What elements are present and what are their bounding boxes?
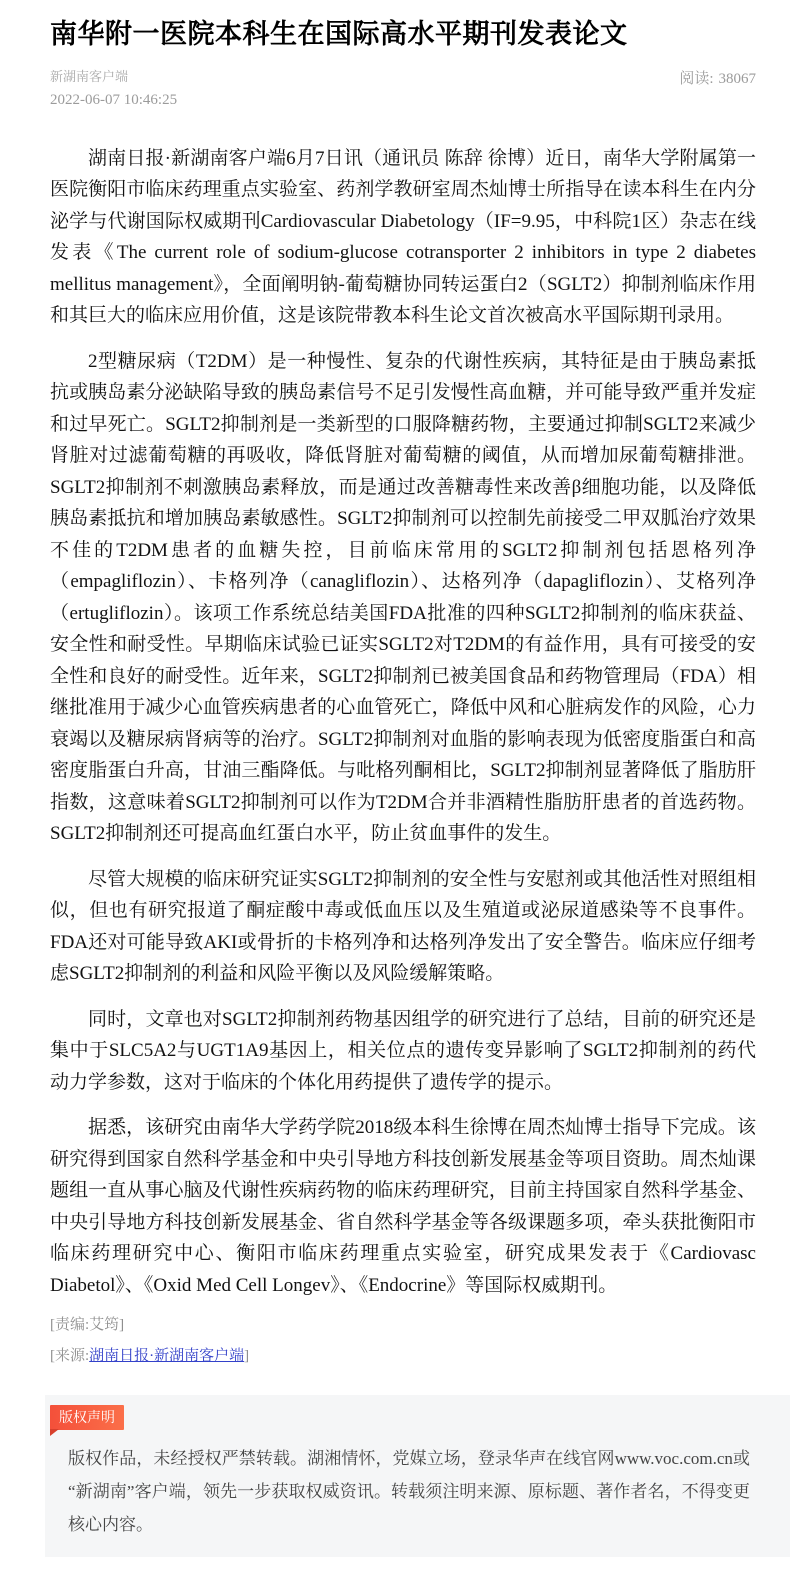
article-title: 南华附一医院本科生在国际高水平期刊发表论文 [50,19,628,49]
article-paragraph: 2型糖尿病（T2DM）是一种慢性、复杂的代谢性疾病，其特征是由于胰岛素抵抗或胰岛素分泌缺陷导致的胰岛素信号不足引发慢性高血糖，并可能导致严重并发症和过早死亡。SGLT2抑制剂是一类新型的口服降糖药物，主要通过抑制SGLT2来减少肾脏对过滤葡萄糖的再吸收，降低肾脏对葡萄糖的阈值，从而增加尿葡萄糖排泄。SGLT2抑制剂不刺激胰岛素释放，而是通过改善糖毒性来改善β细胞功能，以及降低胰岛素抵抗和增加胰岛素敏感性。SGLT2抑制剂可以控制先前接受二甲双胍治疗效果不佳的T2DM患者的血糖失控，目前临床常用的SGLT2抑制剂包括恩格列净（empagliflozin）、卡格列净（canagliflozin）、达格列净（dapagliflozin）、艾格列净（ertugliflozin）。该项工作系统总结美国FDA批准的四种SGLT2抑制剂的临床获益、安全性和耐受性。早期临床试验已证实SGLT2对T2DM的有益作用，具有可接受的安全性和良好的耐受性。近年来，SGLT2抑制剂已被美国食品和药物管理局（FDA）相继批准用于减少心血管疾病患者的心血管死亡，降低中风和心脏病发作的风险，心力衰竭以及糖尿病肾病等的治疗。SGLT2抑制剂对血脂的影响表现为低密度脂蛋白和高密度脂蛋白升高，甘油三酯降低。与吡格列酮相比，SGLT2抑制剂显著降低了脂肪肝指数，这意味着SGLT2抑制剂可以作为T2DM合并非酒精性脂肪肝患者的首选药物。SGLT2抑制剂还可提高血红蛋白水平，防止贫血事件的发生。 [50,350,756,845]
source-name: 新湖南客户端 [50,68,129,84]
source-line [50,1346,756,1367]
source-link[interactable]: 湖南日报·新湖南客户端 [89,1348,245,1365]
article-paragraph: 湖南日报·新湖南客户端6月7日讯（通讯员 陈辞 徐博）近日，南华大学附属第一医院衡阳市临床药理重点实验室、药剂学教研室周杰灿博士所指导在读本科生在内分泌学与代谢国际权威期刊Cardiovascular Diabetology（IF=9.95，中科院1区）杂志在线发表《The current role of sodium-glucose cotransporter 2 inhibitors in type 2 diabetes mellitus management》，全面阐明钠-葡萄糖协同转运蛋白2（SGLT2）抑制剂临床作用和其巨大的临床应用价值，这是该院带教本科生论文首次被高水平国际期刊录用。 [50,147,756,327]
copyright-badge: 版权声明 [50,1405,124,1430]
article-paragraph: 同时，文章也对SGLT2抑制剂药物基因组学的研究进行了总结，目前的研究还是集中于SLC5A2与UGT1A9基因上，相关位点的遗传变异影响了SGLT2抑制剂的药代动力学参数，这对于临床的个体化用药提供了遗传学的提示。 [50,1008,756,1093]
copyright-box [45,1395,790,1557]
meta-left [50,66,177,109]
read-count [679,66,756,88]
article-meta [50,66,756,109]
read-count-label: 阅读: [679,70,714,87]
read-count-value: 38067 [718,70,756,87]
article-page [0,18,803,1557]
article-paragraph: 据悉，该研究由南华大学药学院2018级本科生徐博在周杰灿博士指导下完成。该研究得到国家自然科学基金和中央引导地方科技创新发展基金等项目资助。周杰灿课题组一直从事心脑及代谢性疾病药物的临床药理研究，目前主持国家自然科学基金、中央引导地方科技创新发展基金、省自然科学基金等各级课题多项，牵头获批衡阳市临床药理研究中心、衡阳市临床药理重点实验室，研究成果发表于《Cardiovasc Diabetol》、《Oxid Med Cell Longev》、《Endocrine》等国际权威期刊。 [50,1117,756,1296]
article-footer [50,1315,756,1367]
publish-time: 2022-06-07 10:46:25 [50,91,178,108]
article-body [50,143,756,1302]
source-line-suffix: ] [244,1348,250,1365]
source-line-prefix: [来源: [50,1348,90,1365]
article-paragraph: 尽管大规模的临床研究证实SGLT2抑制剂的安全性与安慰剂或其他活性对照组相似，但也有研究报道了酮症酸中毒或低血压以及生殖道或泌尿道感染等不良事件。FDA还对可能导致AKI或骨折的卡格列净和达格列净发出了安全警告。临床应仔细考虑SGLT2抑制剂的利益和风险平衡以及风险缓解策略。 [50,868,756,985]
copyright-text: 版权作品，未经授权严禁转载。湖湘情怀，党媒立场，登录华声在线官网www.voc.com.cn或“新湖南”客户端，领先一步获取权威资讯。转载须注明来源、原标题、著作者名，不得变更核心内容。 [68,1449,750,1535]
editor-line: [责编:艾筠] [50,1317,125,1334]
